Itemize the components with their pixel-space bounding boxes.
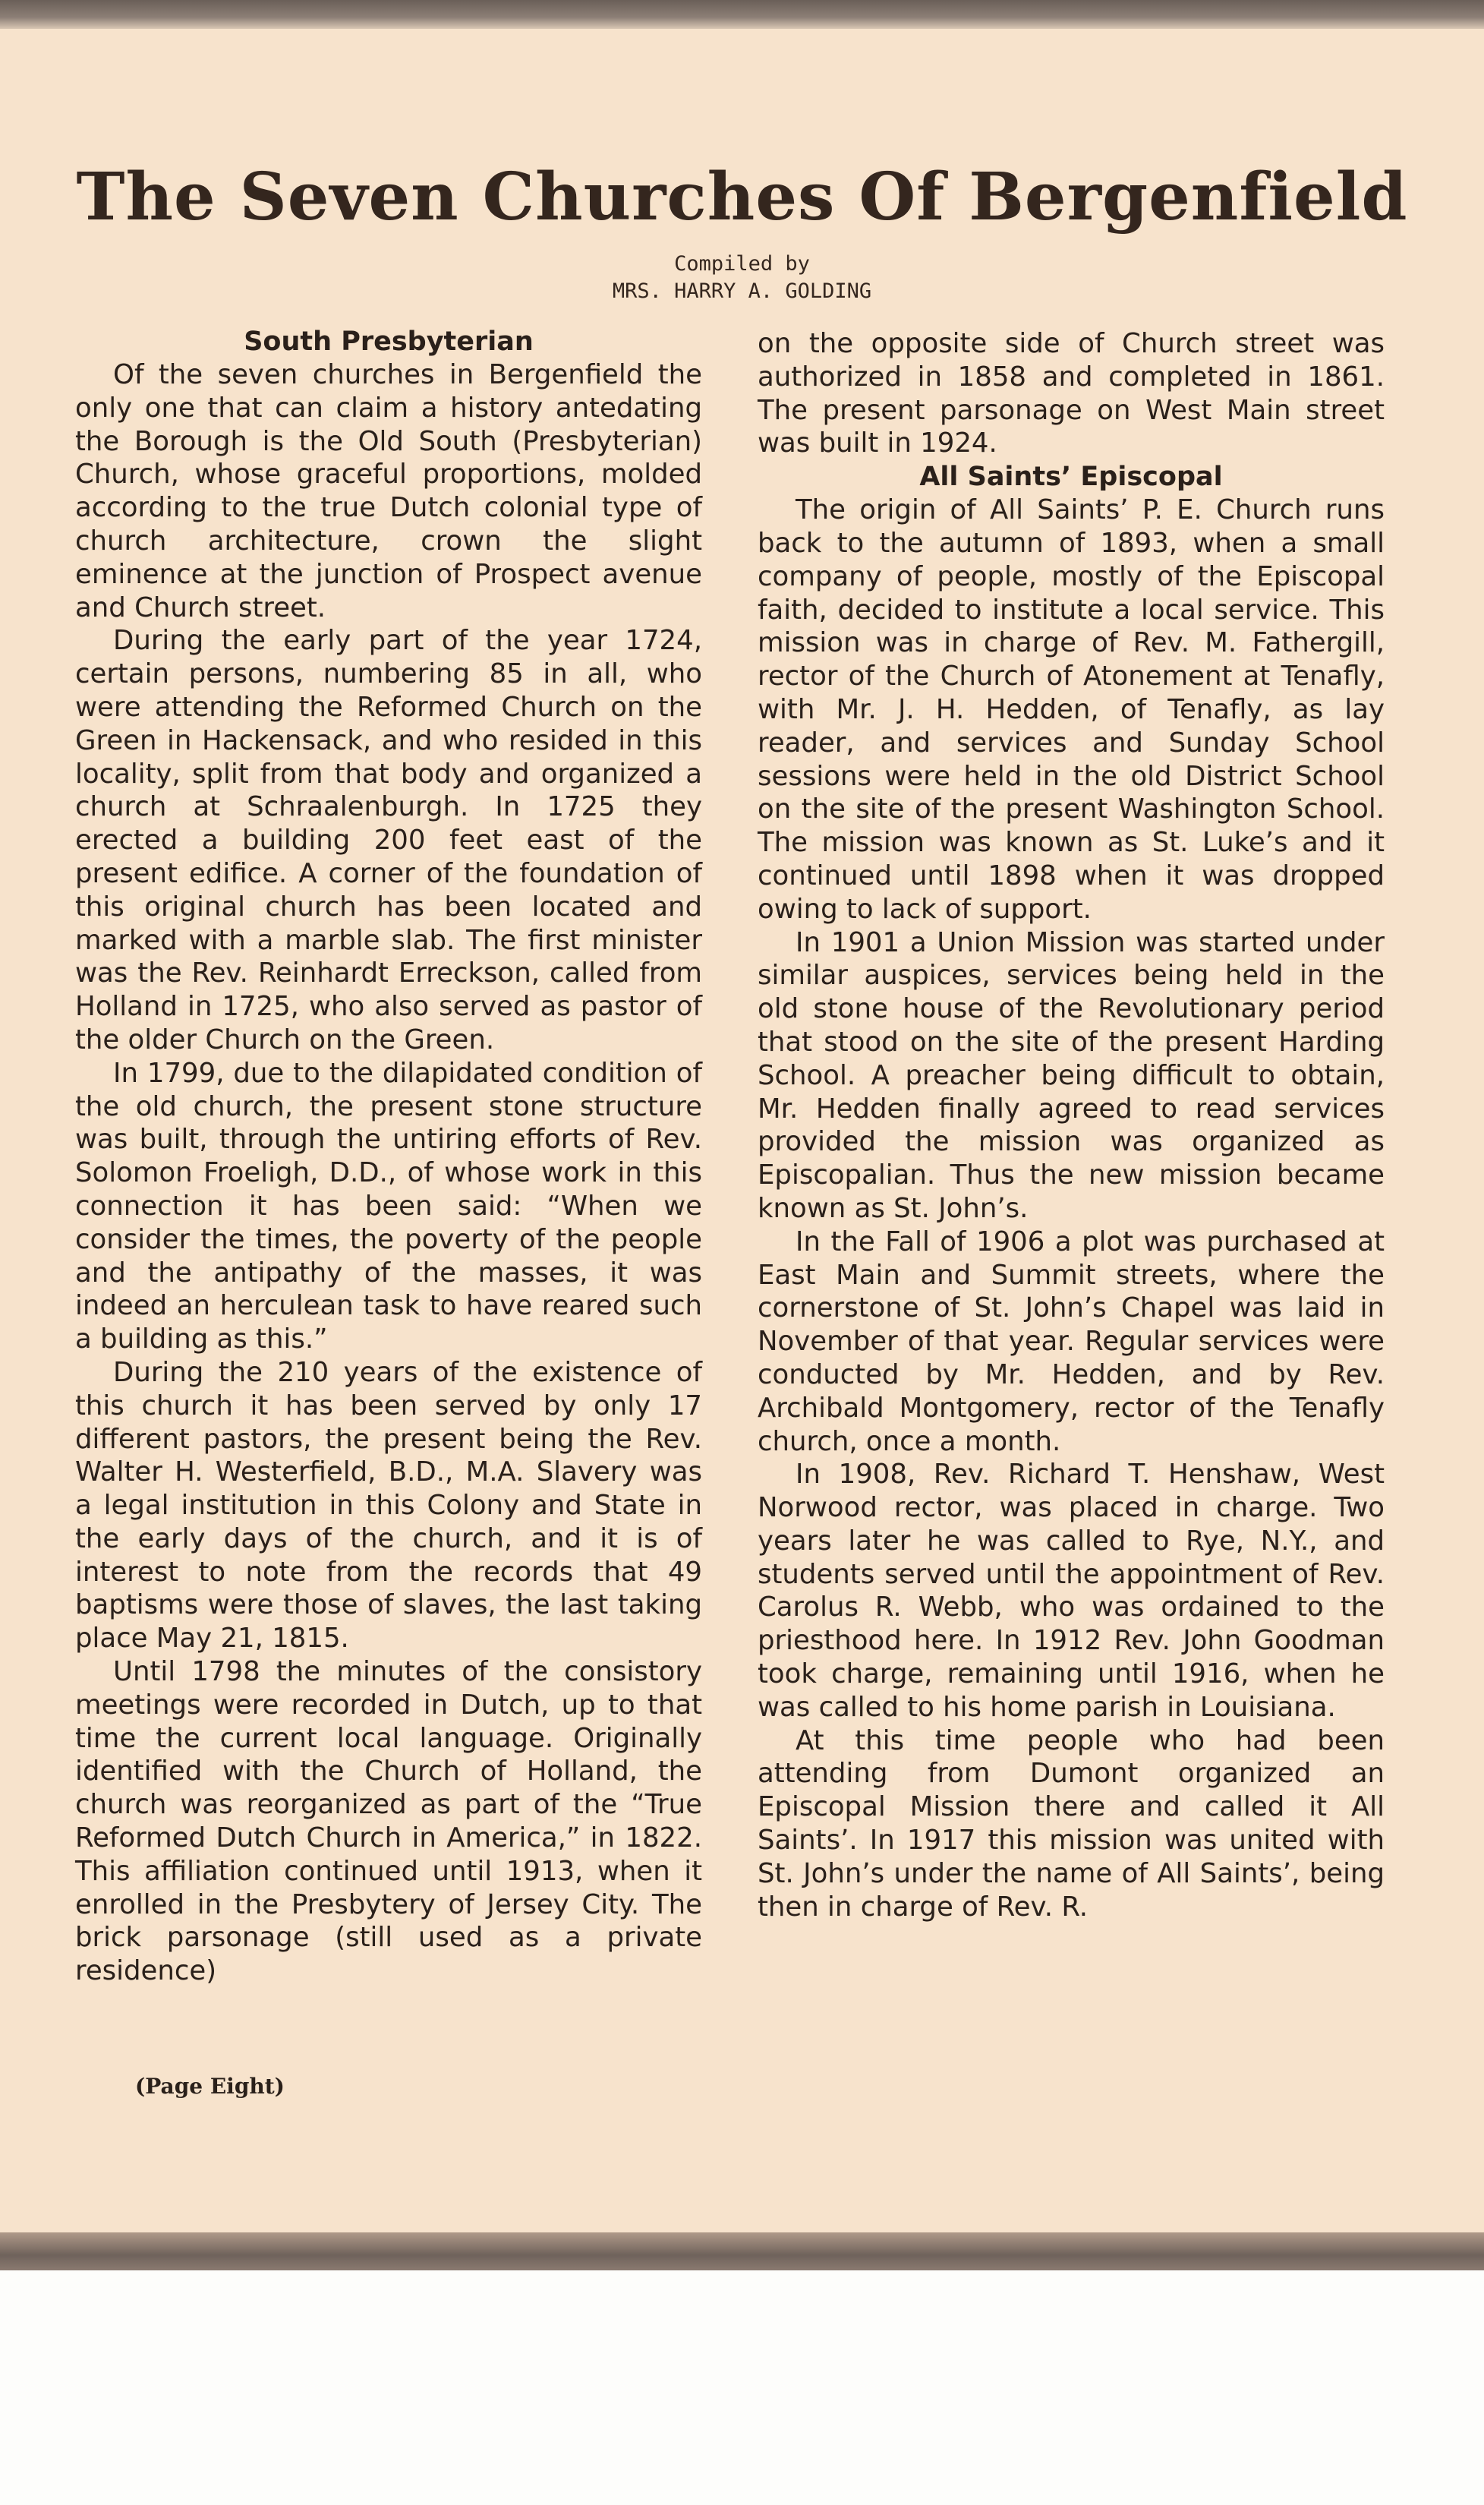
continued-paragraph: on the opposite side of Church street was authorized in 1858 and completed in 1861. The present parsonage on West Main street was built in 1924. <box>758 328 1385 459</box>
byline-label: Compiled by <box>674 252 810 276</box>
section-heading-south-presbyterian: South Presbyterian <box>244 327 534 357</box>
paragraph: Of the seven churches in Bergenfield the only one that can claim a history antedating the Borough is the Old South (Presbyterian) Church, whose graceful proportions, molded according to the true Dutch colonial type of church architecture, crown the slight eminence at the junction of Prospect avenue and Church street. <box>75 359 702 623</box>
section-heading-all-saints-episcopal: All Saints’ Episcopal <box>919 462 1223 493</box>
byline <box>0 251 1484 305</box>
paragraph: In 1901 a Union Mission was started under similar auspices, services being held in the old stone house of the Revolutionary period that stood on the site of the present Harding School. A preacher being difficult to obtain, Mr. Hedden finally agreed to read services provided the mission was organized as Episcopalian. Thus the new mission became known as St. John’s. <box>758 926 1385 1224</box>
paragraph: In 1799, due to the dilapidated condition of the old church, the present stone structure was built, through the untiring efforts of Rev. Solomon Froeligh, D.D., of whose work in this connection it has been said: “When we consider the times, the poverty of the people and the antipathy of the masses, it was indeed an herculean task to have reared such a building as this.” <box>75 1057 702 1355</box>
paragraph: In 1908, Rev. Richard T. Henshaw, West Norwood rector, was placed in charge. Two years later he was called to Rye, N.Y., and students served until the appointment of Rev. Carolus R. Webb, who was ordained to the priesthood here. In 1912 Rev. John Goodman took charge, remaining until 1916, when he was called to his home parish in Louisiana. <box>758 1459 1385 1723</box>
page-top-edge <box>0 0 1484 29</box>
paragraph: During the 210 years of the existence of this church it has been served by only 17 different pastors, the present being the Rev. Walter H. Westerfield, B.D., M.A. Slavery was a legal institution in this Colony and State in the early days of the church, and it is of interest to note from the records that 49 baptisms were those of slaves, the last taking place May 21, 1815. <box>75 1356 702 1655</box>
right-column <box>758 327 1385 1923</box>
page-bottom-edge <box>0 2232 1484 2270</box>
byline-author: MRS. HARRY A. GOLDING <box>612 279 872 303</box>
paragraph: The origin of All Saints’ P. E. Church runs back to the autumn of 1893, when a small company of people, mostly of the Episcopal faith, decided to institute a local service. This mission was in charge of Rev. M. Fathergill, rector of the Church of Atonement at Tenafly, with Mr. J. H. Hedden, of Tenafly, as lay reader, and services and Sunday School sessions were held in the old District School on the site of the present Washington School. The mission was known as St. Luke’s and it continued until 1898 when it was dropped owing to lack of support. <box>758 494 1385 925</box>
page-title: The Seven Churches Of Bergenfield <box>76 159 1408 235</box>
page-number: (Page Eight) <box>135 2074 285 2099</box>
paragraph: In the Fall of 1906 a plot was purchased at East Main and Summit streets, where the cornerstone of St. John’s Chapel was laid in November of that year. Regular services were conducted by Mr. Hedden, and by Rev. Archibald Montgomery, rector of the Tenafly church, once a month. <box>758 1226 1385 1457</box>
paragraph: Until 1798 the minutes of the consistory meetings were recorded in Dutch, up to that time the current local language. Originally identified with the Church of Holland, the church was reorganized as part of the “True Reformed Dutch Church in America,” in 1822. This affiliation continued until 1913, when it enrolled in the Presbytery of Jersey City. The brick parsonage (still used as a private residence) <box>75 1656 702 1987</box>
paragraph: During the early part of the year 1724, certain persons, numbering 85 in all, who were attending the Reformed Church on the Green in Hackensack, and who resided in this locality, split from that body and organized a church at Schraalenburgh. In 1725 they erected a building 200 feet east of the present edifice. A corner of the foundation of this original church has been located and marked with a marble slab. The first minister was the Rev. Reinhardt Erreckson, called from Holland in 1725, who also served as pastor of the older Church on the Green. <box>75 625 702 1055</box>
left-column <box>75 325 702 1988</box>
paragraph: At this time people who had been attending from Dumont organized an Episcopal Mission there and called it All Saints’. In 1917 this mission was united with St. John’s under the name of All Saints’, being then in charge of Rev. R. <box>758 1724 1385 1923</box>
